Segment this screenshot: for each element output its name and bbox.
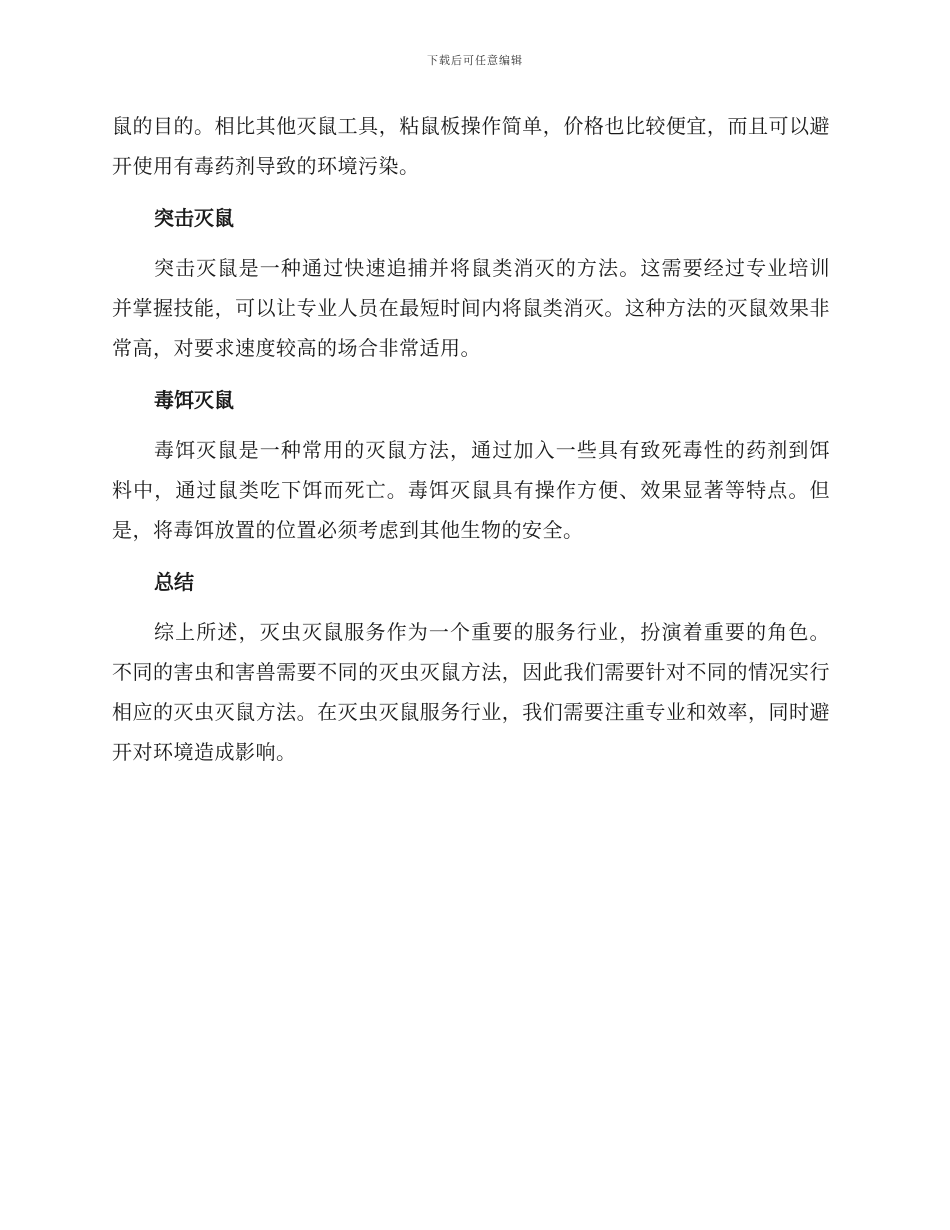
section-heading-summary: 总结 — [154, 570, 194, 594]
section-heading-surprise-rodent-control: 突击灭鼠 — [154, 206, 234, 230]
section-paragraph-poison-bait: 毒饵灭鼠是一种常用的灭鼠方法，通过加入一些具有致死毒性的药剂到饵料中，通过鼠类吃下饵而死亡。毒饵灭鼠具有操作方便、效果显著等特点。但是，将毒饵放置的位置必须考虑到其他生物的安全。 — [112, 438, 830, 542]
document-body — [112, 106, 830, 784]
continued-paragraph: 鼠的目的。相比其他灭鼠工具，粘鼠板操作简单，价格也比较便宜，而且可以避开使用有毒药剂导致的环境污染。 — [112, 114, 830, 178]
page-header: 下载后可任意编辑 — [427, 54, 523, 67]
section-paragraph-surprise-rodent-control: 突击灭鼠是一种通过快速追捕并将鼠类消灭的方法。这需要经过专业培训并掌握技能，可以让专业人员在最短时间内将鼠类消灭。这种方法的灭鼠效果非常高，对要求速度较高的场合非常适用。 — [112, 256, 830, 360]
section-heading-poison-bait: 毒饵灭鼠 — [154, 388, 234, 412]
section-paragraph-summary: 综上所述，灭虫灭鼠服务作为一个重要的服务行业，扮演着重要的角色。不同的害虫和害兽需要不同的灭虫灭鼠方法，因此我们需要针对不同的情况实行相应的灭虫灭鼠方法。在灭虫灭鼠服务行业，我们需要注重专业和效率，同时避开对环境造成影响。 — [112, 620, 830, 764]
